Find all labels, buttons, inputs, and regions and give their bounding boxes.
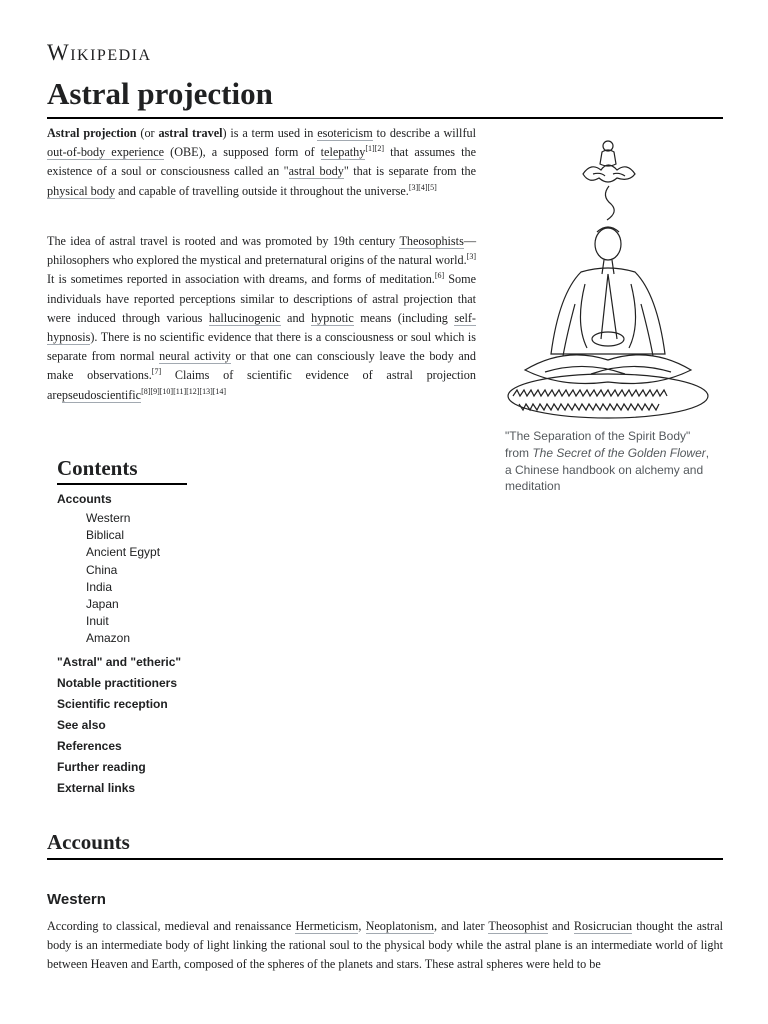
lead-paragraph-2 <box>47 232 476 405</box>
toc-item-scientific-reception[interactable]: Scientific reception <box>57 696 168 711</box>
reference-link[interactable]: [6] <box>434 271 445 281</box>
figure-caption <box>505 428 715 495</box>
toc-subitem[interactable]: Inuit <box>86 614 109 629</box>
toc-sublist <box>57 510 217 648</box>
toc-subitem[interactable]: Ancient Egypt <box>86 545 161 560</box>
toc-item-further-reading[interactable]: Further reading <box>57 759 146 774</box>
toc-item-see-also[interactable]: See also <box>57 717 106 732</box>
subsection-heading-western: Western <box>47 891 106 908</box>
link-self-hypnosis[interactable]: self-hypnosis <box>47 310 476 345</box>
spirit-body-illustration[interactable] <box>505 134 710 429</box>
toc-item-references[interactable]: References <box>57 738 122 753</box>
text: means (including <box>353 310 455 325</box>
title-divider <box>47 117 723 119</box>
reference-link[interactable]: [7] <box>151 367 162 377</box>
link-astral-body[interactable]: astral body <box>288 164 344 179</box>
text: and <box>280 310 312 325</box>
caption-text: "The Separation of the Spirit Body" from <box>505 429 691 460</box>
toc-title: Contents <box>57 456 187 485</box>
caption-italic-title: The Secret of the Golden Flower <box>532 445 706 460</box>
text: (OBE), a supposed form of <box>164 145 321 160</box>
western-paragraph <box>47 917 723 975</box>
text: According to classical, medieval and renaissance <box>47 919 296 933</box>
link-rosicrucian[interactable]: Rosicrucian <box>573 919 633 933</box>
toc-subitem[interactable]: India <box>86 579 113 594</box>
text: Some individuals have reported perceptions similar to descriptions of astral projection that were induced through various <box>47 272 477 325</box>
text: , <box>358 919 366 933</box>
toc-item-external-links[interactable]: External links <box>57 780 136 795</box>
toc-subitem[interactable]: Amazon <box>86 631 131 646</box>
link-esotericism[interactable]: esotericism <box>317 126 373 140</box>
text: (or <box>136 126 159 140</box>
text: " that is separate from the <box>343 164 476 179</box>
link-pseudoscientific[interactable]: pseudoscientific <box>61 387 142 402</box>
link-theosophist[interactable]: Theosophist <box>488 919 549 933</box>
page-title: Astral projection <box>47 76 273 111</box>
text: and capable of travelling outside it throughout the universe. <box>115 183 409 198</box>
reference-link[interactable]: [3][4][5] <box>408 182 437 192</box>
lead-paragraph-1 <box>47 124 476 201</box>
text: or that one can consciously leave the body and make observations. <box>47 349 476 383</box>
text: It is sometimes reported in association with dreams, and forms of meditation. <box>47 272 435 287</box>
link-neural-activity[interactable]: neural activity <box>159 349 231 364</box>
text: —philosophers who explored the mystical and preternatural origins of the natural world. <box>47 234 476 268</box>
reference-link[interactable]: [8][9][10][11][12][13][14] <box>141 386 227 396</box>
link-out-of-body-experience[interactable]: out-of-body experience <box>47 145 165 160</box>
text: ) is a term used in <box>222 126 318 140</box>
text: to describe a willful <box>372 126 476 140</box>
text: Claims of scientific evidence of astral projection are <box>47 368 476 402</box>
text: thought the astral body is an intermediate body of light linking the rational soul to the physical body while the astral plane is an intermediate world of light between Heaven and Earth, composed of the spheres of the planets and stars. These astral spheres were held to be <box>47 919 723 972</box>
link-telepathy[interactable]: telepathy <box>320 145 366 160</box>
toc-subitem[interactable]: China <box>86 562 118 577</box>
section-heading-accounts: Accounts <box>47 830 723 860</box>
link-neoplatonism[interactable]: Neoplatonism <box>365 919 434 933</box>
text: and <box>548 919 574 933</box>
bold-alt-term: astral travel <box>158 126 223 140</box>
toc-subitem[interactable]: Biblical <box>86 528 125 543</box>
text: that assumes the existence of a soul or consciousness called an " <box>47 145 477 179</box>
table-of-contents <box>57 456 217 799</box>
link-hypnotic[interactable]: hypnotic <box>311 310 354 325</box>
wikipedia-wordmark[interactable]: Wikipedia <box>47 40 152 65</box>
bold-term: Astral projection <box>47 126 137 140</box>
reference-link[interactable]: [1][2] <box>365 144 384 154</box>
toc-subitem[interactable]: Western <box>86 511 131 525</box>
reference-link[interactable]: [3] <box>466 252 477 262</box>
text: The idea of astral travel is rooted and was promoted by 19th century <box>47 234 400 248</box>
link-hermeticism[interactable]: Hermeticism <box>295 919 359 933</box>
toc-item-accounts[interactable]: Accounts <box>57 492 112 506</box>
toc-item-notable-practitioners[interactable]: Notable practitioners <box>57 675 178 690</box>
link-theosophists[interactable]: Theosophists <box>399 234 464 248</box>
text: , and later <box>433 919 489 933</box>
toc-item-astral-etheric[interactable]: "Astral" and "etheric" <box>57 654 182 669</box>
caption-text: , a Chinese handbook on alchemy and meditation <box>505 445 710 494</box>
link-physical-body[interactable]: physical body <box>47 183 116 198</box>
toc-subitem[interactable]: Japan <box>86 597 119 612</box>
text: ). There is no scientific evidence that there is a consciousness or soul which is separate from normal <box>47 330 476 364</box>
toc-list <box>57 489 217 799</box>
link-hallucinogenic[interactable]: hallucinogenic <box>208 310 281 325</box>
